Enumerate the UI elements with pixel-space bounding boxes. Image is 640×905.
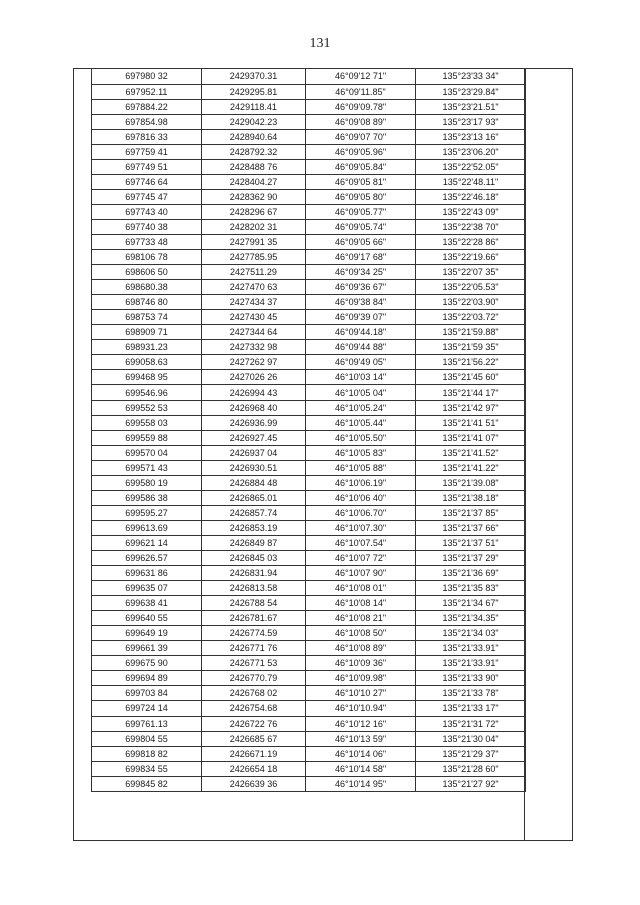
northing-cell: 2426936.99	[202, 415, 306, 430]
table-row	[92, 355, 526, 370]
latitude-cell: 46°10'12 16"	[306, 716, 416, 731]
easting-cell: 699845 82	[92, 776, 202, 791]
latitude-cell: 46°09'05.84"	[306, 159, 416, 174]
latitude-cell: 46°09'39 07"	[306, 310, 416, 325]
table-row	[92, 114, 526, 129]
latitude-cell: 46°10'08 50"	[306, 626, 416, 641]
table-row	[92, 641, 526, 656]
latitude-cell: 46°09'05 81"	[306, 174, 416, 189]
northing-cell: 2426722 76	[202, 716, 306, 731]
longitude-cell: 135°21'27 92"	[416, 776, 526, 791]
northing-cell: 2426754.68	[202, 701, 306, 716]
easting-cell: 699640 55	[92, 611, 202, 626]
longitude-cell: 135°23'13 16"	[416, 129, 526, 144]
longitude-cell: 135°23'17 93"	[416, 114, 526, 129]
longitude-cell: 135°22'48.11"	[416, 174, 526, 189]
easting-cell: 699586 38	[92, 490, 202, 505]
northing-cell: 2429370.31	[202, 69, 306, 84]
northing-cell: 2427511.29	[202, 265, 306, 280]
easting-cell: 699595.27	[92, 505, 202, 520]
latitude-cell: 46°10'05 04"	[306, 385, 416, 400]
northing-cell: 2426930.51	[202, 460, 306, 475]
easting-cell: 697745 47	[92, 189, 202, 204]
northing-cell: 2429295.81	[202, 84, 306, 99]
northing-cell: 2428488 76	[202, 159, 306, 174]
longitude-cell: 135°21'33.91"	[416, 641, 526, 656]
northing-cell: 2428940.64	[202, 129, 306, 144]
longitude-cell: 135°21'33 78"	[416, 686, 526, 701]
latitude-cell: 46°10'03 14"	[306, 370, 416, 385]
easting-cell: 699559 88	[92, 430, 202, 445]
easting-cell: 699675 90	[92, 656, 202, 671]
easting-cell: 698680.38	[92, 280, 202, 295]
longitude-cell: 135°21'38.18"	[416, 490, 526, 505]
northing-cell: 2428362 90	[202, 189, 306, 204]
table-row	[92, 189, 526, 204]
latitude-cell: 46°09'11.85"	[306, 84, 416, 99]
easting-cell: 698753 74	[92, 310, 202, 325]
latitude-cell: 46°10'08 14"	[306, 596, 416, 611]
table-row	[92, 716, 526, 731]
easting-cell: 699580 19	[92, 475, 202, 490]
longitude-cell: 135°21'37 51"	[416, 535, 526, 550]
northing-cell: 2426781.67	[202, 611, 306, 626]
easting-cell: 699468 95	[92, 370, 202, 385]
table-row	[92, 671, 526, 686]
northing-cell: 2426927.45	[202, 430, 306, 445]
northing-cell: 2427430 45	[202, 310, 306, 325]
longitude-cell: 135°22'43 09"	[416, 204, 526, 219]
table-row	[92, 505, 526, 520]
easting-cell: 699621 14	[92, 535, 202, 550]
easting-cell: 697743 40	[92, 204, 202, 219]
latitude-cell: 46°09'49 05"	[306, 355, 416, 370]
northing-cell: 2428404.27	[202, 174, 306, 189]
latitude-cell: 46°10'06.19"	[306, 475, 416, 490]
latitude-cell: 46°10'06 40"	[306, 490, 416, 505]
northing-cell: 2426654 18	[202, 761, 306, 776]
table-row	[92, 295, 526, 310]
northing-cell: 2426968 40	[202, 400, 306, 415]
northing-cell: 2427991 35	[202, 235, 306, 250]
latitude-cell: 46°09'05 80"	[306, 189, 416, 204]
northing-cell: 2426849 87	[202, 535, 306, 550]
table-row	[92, 656, 526, 671]
northing-cell: 2426671.19	[202, 746, 306, 761]
latitude-cell: 46°10'09.98"	[306, 671, 416, 686]
longitude-cell: 135°21'33.91"	[416, 656, 526, 671]
table-row	[92, 265, 526, 280]
northing-cell: 2426884 48	[202, 475, 306, 490]
table-row	[92, 701, 526, 716]
latitude-cell: 46°10'14 95"	[306, 776, 416, 791]
northing-cell: 2427470 63	[202, 280, 306, 295]
latitude-cell: 46°09'44 88"	[306, 340, 416, 355]
longitude-cell: 135°21'41 07"	[416, 430, 526, 445]
latitude-cell: 46°09'05.96"	[306, 144, 416, 159]
easting-cell: 699626.57	[92, 551, 202, 566]
easting-cell: 698606 50	[92, 265, 202, 280]
table-row	[92, 761, 526, 776]
northing-cell: 2427785.95	[202, 250, 306, 265]
longitude-cell: 135°21'31 72"	[416, 716, 526, 731]
easting-cell: 699570 04	[92, 445, 202, 460]
table-row	[92, 385, 526, 400]
easting-cell: 699649 19	[92, 626, 202, 641]
table-row	[92, 250, 526, 265]
longitude-cell: 135°22'52.05"	[416, 159, 526, 174]
table-row	[92, 340, 526, 355]
easting-cell: 697854.98	[92, 114, 202, 129]
coordinates-table-body	[92, 69, 526, 791]
latitude-cell: 46°10'10.94"	[306, 701, 416, 716]
northing-cell: 2426639 36	[202, 776, 306, 791]
longitude-cell: 135°21'59 35"	[416, 340, 526, 355]
longitude-cell: 135°21'36 69"	[416, 566, 526, 581]
longitude-cell: 135°22'03.72"	[416, 310, 526, 325]
table-row	[92, 99, 526, 114]
table-row	[92, 174, 526, 189]
table-row	[92, 159, 526, 174]
easting-cell: 697740 38	[92, 219, 202, 234]
longitude-cell: 135°23'33 34"	[416, 69, 526, 84]
table-row	[92, 686, 526, 701]
table-row	[92, 746, 526, 761]
latitude-cell: 46°10'05 83"	[306, 445, 416, 460]
northing-cell: 2426853.19	[202, 520, 306, 535]
easting-cell: 699558 03	[92, 415, 202, 430]
latitude-cell: 46°09'38 84"	[306, 295, 416, 310]
northing-cell: 2426857.74	[202, 505, 306, 520]
latitude-cell: 46°09'17 68"	[306, 250, 416, 265]
easting-cell: 697733 48	[92, 235, 202, 250]
longitude-cell: 135°21'34 67"	[416, 596, 526, 611]
longitude-cell: 135°22'46.18"	[416, 189, 526, 204]
longitude-cell: 135°21'34 03"	[416, 626, 526, 641]
longitude-cell: 135°21'37 85"	[416, 505, 526, 520]
northing-cell: 2427344 64	[202, 325, 306, 340]
latitude-cell: 46°10'05 88"	[306, 460, 416, 475]
table-row	[92, 280, 526, 295]
table-row	[92, 219, 526, 234]
easting-cell: 697816 33	[92, 129, 202, 144]
easting-cell: 699703 84	[92, 686, 202, 701]
longitude-cell: 135°21'41 51"	[416, 415, 526, 430]
latitude-cell: 46°09'05.77"	[306, 204, 416, 219]
easting-cell: 698106 78	[92, 250, 202, 265]
latitude-cell: 46°09'44.18"	[306, 325, 416, 340]
table-row	[92, 581, 526, 596]
easting-cell: 699724 14	[92, 701, 202, 716]
easting-cell: 699613.69	[92, 520, 202, 535]
easting-cell: 699761.13	[92, 716, 202, 731]
longitude-cell: 135°21'28 60"	[416, 761, 526, 776]
longitude-cell: 135°21'30 04"	[416, 731, 526, 746]
table-row	[92, 84, 526, 99]
longitude-cell: 135°21'45 60"	[416, 370, 526, 385]
longitude-cell: 135°22'07 35"	[416, 265, 526, 280]
latitude-cell: 46°10'08 01"	[306, 581, 416, 596]
northing-cell: 2426685 67	[202, 731, 306, 746]
northing-cell: 2426994 43	[202, 385, 306, 400]
easting-cell: 699694 89	[92, 671, 202, 686]
latitude-cell: 46°10'05.44"	[306, 415, 416, 430]
longitude-cell: 135°22'05.53"	[416, 280, 526, 295]
table-row	[92, 535, 526, 550]
latitude-cell: 46°10'06.70"	[306, 505, 416, 520]
easting-cell: 698746 80	[92, 295, 202, 310]
table-row	[92, 69, 526, 84]
table-row	[92, 566, 526, 581]
longitude-cell: 135°21'44 17"	[416, 385, 526, 400]
coordinates-table-frame	[73, 68, 573, 841]
northing-cell: 2427332 98	[202, 340, 306, 355]
longitude-cell: 135°23'29.84"	[416, 84, 526, 99]
latitude-cell: 46°09'05.74"	[306, 219, 416, 234]
northing-cell: 2426813.58	[202, 581, 306, 596]
latitude-cell: 46°10'13 59"	[306, 731, 416, 746]
latitude-cell: 46°10'07 90"	[306, 566, 416, 581]
latitude-cell: 46°10'08 89"	[306, 641, 416, 656]
table-row	[92, 370, 526, 385]
table-row	[92, 445, 526, 460]
easting-cell: 697980 32	[92, 69, 202, 84]
latitude-cell: 46°09'09.78"	[306, 99, 416, 114]
longitude-cell: 135°21'41.52"	[416, 445, 526, 460]
northing-cell: 2428792.32	[202, 144, 306, 159]
northing-cell: 2426845 03	[202, 551, 306, 566]
longitude-cell: 135°23'21.51"	[416, 99, 526, 114]
latitude-cell: 46°10'05.50"	[306, 430, 416, 445]
northing-cell: 2426770.79	[202, 671, 306, 686]
easting-cell: 699552 53	[92, 400, 202, 415]
easting-cell: 697749 51	[92, 159, 202, 174]
easting-cell: 699804 55	[92, 731, 202, 746]
longitude-cell: 135°21'29 37"	[416, 746, 526, 761]
table-row	[92, 611, 526, 626]
northing-cell: 2426771 76	[202, 641, 306, 656]
longitude-cell: 135°21'34.35"	[416, 611, 526, 626]
longitude-cell: 135°21'35 83"	[416, 581, 526, 596]
latitude-cell: 46°09'07 70"	[306, 129, 416, 144]
northing-cell: 2428296 67	[202, 204, 306, 219]
easting-cell: 699631 86	[92, 566, 202, 581]
northing-cell: 2426768 02	[202, 686, 306, 701]
easting-cell: 698931.23	[92, 340, 202, 355]
latitude-cell: 46°10'14 58"	[306, 761, 416, 776]
latitude-cell: 46°09'05 66"	[306, 235, 416, 250]
easting-cell: 699546.96	[92, 385, 202, 400]
coordinates-table	[91, 69, 526, 792]
longitude-cell: 135°21'42 97"	[416, 400, 526, 415]
latitude-cell: 46°10'10 27"	[306, 686, 416, 701]
table-row	[92, 551, 526, 566]
northing-cell: 2427434 37	[202, 295, 306, 310]
northing-cell: 2427026 26	[202, 370, 306, 385]
longitude-cell: 135°23'06.20"	[416, 144, 526, 159]
latitude-cell: 46°09'34 25"	[306, 265, 416, 280]
table-row	[92, 235, 526, 250]
table-row	[92, 520, 526, 535]
table-row	[92, 626, 526, 641]
longitude-cell: 135°21'37 66"	[416, 520, 526, 535]
table-row	[92, 129, 526, 144]
latitude-cell: 46°10'07.30"	[306, 520, 416, 535]
northing-cell: 2426774.59	[202, 626, 306, 641]
easting-cell: 697746 64	[92, 174, 202, 189]
longitude-cell: 135°22'38 70"	[416, 219, 526, 234]
easting-cell: 697952.11	[92, 84, 202, 99]
latitude-cell: 46°10'09 36"	[306, 656, 416, 671]
table-row	[92, 204, 526, 219]
table-row	[92, 430, 526, 445]
table-row	[92, 325, 526, 340]
easting-cell: 699818 82	[92, 746, 202, 761]
latitude-cell: 46°10'07.54"	[306, 535, 416, 550]
easting-cell: 697759 41	[92, 144, 202, 159]
northing-cell: 2426788 54	[202, 596, 306, 611]
latitude-cell: 46°09'08 89"	[306, 114, 416, 129]
table-row	[92, 460, 526, 475]
northing-cell: 2426937 04	[202, 445, 306, 460]
latitude-cell: 46°10'14 06"	[306, 746, 416, 761]
table-row	[92, 776, 526, 791]
table-row	[92, 731, 526, 746]
easting-cell: 699058.63	[92, 355, 202, 370]
northing-cell: 2429042.23	[202, 114, 306, 129]
easting-cell: 699661 39	[92, 641, 202, 656]
longitude-cell: 135°21'37 29"	[416, 551, 526, 566]
easting-cell: 697884.22	[92, 99, 202, 114]
table-row	[92, 490, 526, 505]
latitude-cell: 46°10'08 21"	[306, 611, 416, 626]
easting-cell: 699834 55	[92, 761, 202, 776]
table-row	[92, 400, 526, 415]
table-row	[92, 596, 526, 611]
easting-cell: 699571 43	[92, 460, 202, 475]
easting-cell: 698909 71	[92, 325, 202, 340]
northing-cell: 2428202 31	[202, 219, 306, 234]
northing-cell: 2427262 97	[202, 355, 306, 370]
longitude-cell: 135°22'03.90"	[416, 295, 526, 310]
northing-cell: 2429118.41	[202, 99, 306, 114]
latitude-cell: 46°09'36 67"	[306, 280, 416, 295]
longitude-cell: 135°21'41.22"	[416, 460, 526, 475]
longitude-cell: 135°21'56.22"	[416, 355, 526, 370]
northing-cell: 2426771 53	[202, 656, 306, 671]
table-row	[92, 310, 526, 325]
latitude-cell: 46°10'07 72"	[306, 551, 416, 566]
northing-cell: 2426831.94	[202, 566, 306, 581]
northing-cell: 2426865.01	[202, 490, 306, 505]
table-row	[92, 415, 526, 430]
page-number: 131	[309, 36, 331, 51]
longitude-cell: 135°21'39.08"	[416, 475, 526, 490]
table-row	[92, 144, 526, 159]
longitude-cell: 135°21'33 17"	[416, 701, 526, 716]
easting-cell: 699638 41	[92, 596, 202, 611]
easting-cell: 699635 07	[92, 581, 202, 596]
longitude-cell: 135°21'59.88"	[416, 325, 526, 340]
longitude-cell: 135°22'28 86"	[416, 235, 526, 250]
longitude-cell: 135°21'33 90"	[416, 671, 526, 686]
latitude-cell: 46°10'05.24"	[306, 400, 416, 415]
longitude-cell: 135°22'19.66"	[416, 250, 526, 265]
latitude-cell: 46°09'12 71"	[306, 69, 416, 84]
table-row	[92, 475, 526, 490]
